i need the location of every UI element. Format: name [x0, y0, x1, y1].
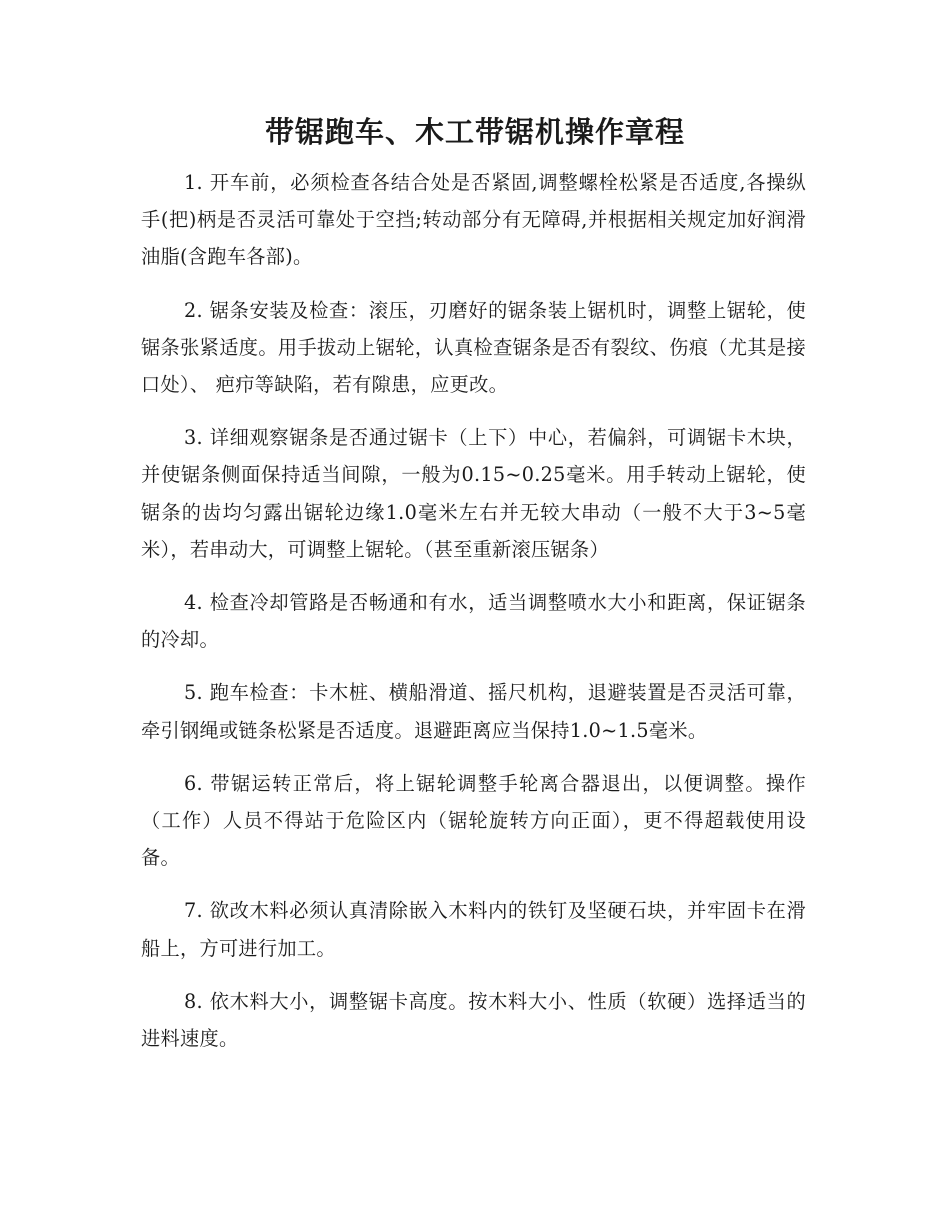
paragraph-1: 1. 开车前，必须检查各结合处是否紧固,调整螺栓松紧是否适度,各操纵手(把)柄是否灵活可靠处于空挡;转动部分有无障碍,并根据相关规定加好润滑油脂(含跑车各部)。	[141, 171, 806, 269]
paragraph-5: 5. 跑车检查：卡木桩、横船滑道、摇尺机构，退避装置是否灵活可靠，牵引钢绳或链条松紧是否适度。退避距离应当保持1.0~1.5毫米。	[141, 681, 806, 742]
document-title: 带锯跑车、木工带锯机操作章程	[264, 115, 685, 149]
paragraph-3: 3. 详细观察锯条是否通过锯卡（上下）中心，若偏斜，可调锯卡木块，并使锯条侧面保持适当间隙，一般为0.15~0.25毫米。用手转动上锯轮，使锯条的齿均匀露出锯轮边缘1.0毫米左右并无较大串动（一般不大于3~5毫米），若串动大，可调整上锯轮。（甚至重新滚压锯条）	[141, 426, 806, 561]
paragraph-7: 7. 欲改木料必须认真清除嵌入木料内的铁钉及坚硬石块，并牢固卡在滑船上，方可进行加工。	[141, 899, 806, 960]
paragraph-6: 6. 带锯运转正常后，将上锯轮调整手轮离合器退出，以便调整。操作（工作）人员不得站于危险区内（锯轮旋转方向正面），更不得超载使用设备。	[141, 771, 806, 870]
paragraph-4: 4. 检查冷却管路是否畅通和有水，适当调整喷水大小和距离，保证锯条的冷却。	[141, 591, 806, 652]
document-body	[141, 164, 806, 1073]
paragraph-2: 2. 锯条安装及检查：滚压，刃磨好的锯条装上锯机时，调整上锯轮，使锯条张紧适度。用手拔动上锯轮，认真检查锯条是否有裂纹、伤痕（尤其是接口处）、 疤疖等缺陷，若有隙患，应更改。	[141, 298, 806, 397]
paragraph-8: 8. 依木料大小，调整锯卡高度。按木料大小、性质（软硬）选择适当的进料速度。	[141, 989, 806, 1051]
